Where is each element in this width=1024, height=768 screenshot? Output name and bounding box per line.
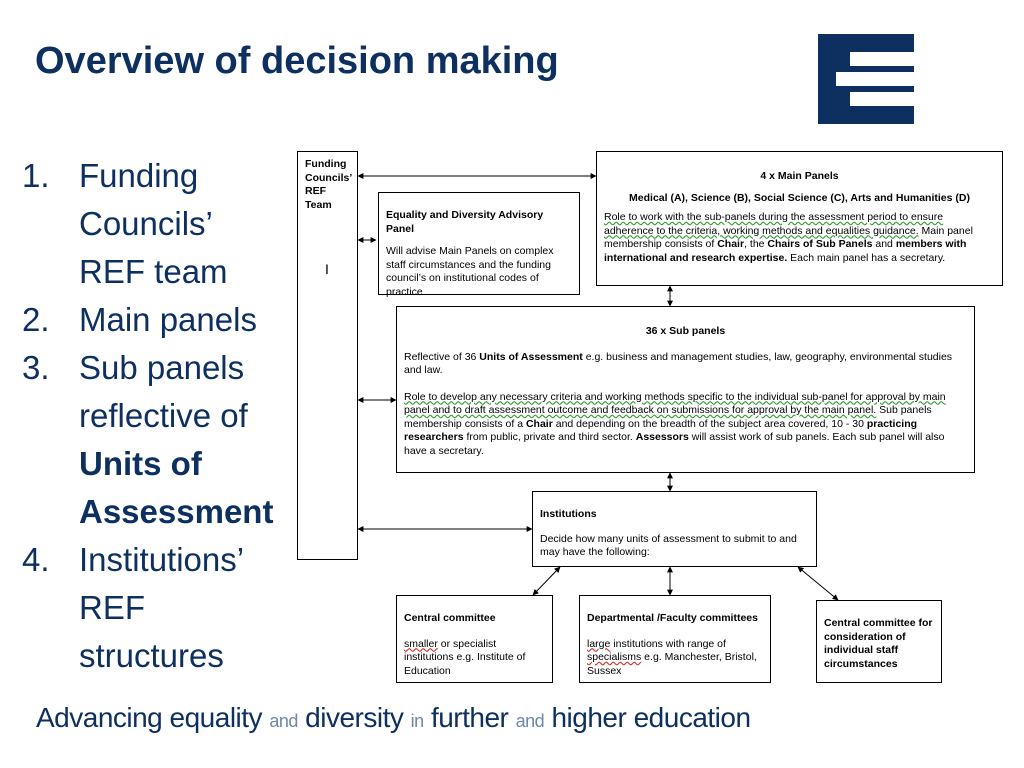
list-line: reflective of (79, 397, 248, 434)
dept-text-rest: e.g. Manchester, Bristol, Sussex (587, 651, 757, 677)
main-subtitle: Medical (A), Science (B), Social Science (C), Arts and Humanities (D) (629, 191, 970, 204)
list-line: Sub panels (79, 349, 245, 386)
sub-text-3b: Chair (525, 417, 553, 430)
list-line-bold: Assessment (79, 493, 274, 530)
list-line: Councils’ (79, 205, 213, 242)
dept-text-mid: institutions with range of (610, 637, 726, 650)
departmental-committees-box (579, 595, 771, 683)
eq-text: Will advise Main Panels on complex staff circumstances and the funding council’s on institutional codes of practice (386, 245, 554, 298)
sub-text-1a: Reflective of 36 (404, 350, 480, 363)
staff-circumstances-box (816, 600, 942, 683)
footer-small-word: and (515, 711, 545, 731)
eq-title: Equality and Diversity Advisory Panel (386, 209, 544, 235)
fc-line: REF (305, 185, 326, 197)
sub-panels-box (396, 306, 975, 473)
main-role: Role to work with the sub-panels during the assessment period to ensure adherence to the criteria, working methods and equalities guidance. (604, 211, 944, 237)
main-text-d: Chairs of Sub Panels (767, 238, 873, 250)
list-number: 1. (22, 157, 50, 194)
sub-text-1 (404, 351, 967, 378)
arrow-inst-central (533, 567, 560, 595)
main-text-f: members with international and research expertise. (604, 238, 967, 264)
central-text (404, 638, 545, 679)
dept-text-w1: large (587, 637, 611, 650)
sub-text-1c: e.g. business and management studies, law, geography, environmental studies and law. (404, 350, 953, 376)
sub-title: 36 x Sub panels (645, 325, 726, 337)
main-text-g: Each main panel has a secretary. (787, 251, 946, 264)
sub-role: Role to develop any necessary criteria and working methods specific to the individual sub-panel for approval by main panel and to draft assessment outcome and feedback on submissions for approval by the main panel. (404, 390, 946, 416)
inst-title: Institutions (540, 508, 597, 520)
list-line: REF team (79, 253, 228, 290)
footer-word: higher education (551, 702, 751, 733)
sub-text-1b: Units of Assessment (479, 350, 583, 363)
arrow-inst-staff (798, 567, 838, 600)
list-line: Funding (79, 157, 199, 194)
main-text-e: and (872, 238, 896, 250)
list-line: structures (79, 637, 224, 674)
funding-councils-box (297, 151, 358, 560)
inst-text: Decide how many units of assessment to submit to and may have the following: (540, 532, 797, 558)
page-title: Overview of decision making (35, 40, 559, 82)
central-title: Central committee (404, 612, 496, 624)
fc-line: Councils’ (305, 171, 353, 184)
list-number: 4. (22, 541, 50, 578)
footer-word: further (430, 702, 509, 733)
footer-small-word: and (269, 711, 298, 731)
sub-text-3c: and depending on the breadth of the subject area covered, 10 - 30 (552, 417, 867, 430)
institutions-box (532, 491, 817, 567)
sub-text-2 (404, 391, 967, 459)
fc-line: Team (305, 198, 332, 211)
list-line-bold: Units of (79, 445, 202, 482)
list-line: Institutions’ (79, 541, 245, 578)
main-text (604, 211, 995, 265)
sub-text-3e: from public, private and third sector. (463, 431, 636, 443)
central-text-w1: smaller (404, 637, 438, 650)
list-number: 3. (22, 349, 50, 386)
central-text-rest: or specialist institutions e.g. Institute of Education (404, 637, 526, 677)
sub-text-3a: Sub panels membership consists of a (404, 404, 932, 430)
sub-text-3g: will assist work of sub panels. Each sub panel will also have a secretary. (404, 431, 945, 457)
main-panels-box (596, 151, 1003, 286)
footer-word: Advancing equality (36, 702, 263, 733)
staff-title: Central committee for consideration of individual staff circumstances (824, 617, 933, 670)
fc-line: Funding (305, 158, 347, 170)
central-committee-box (396, 595, 553, 683)
list-line: REF (79, 589, 145, 626)
dept-title: Departmental /Faculty committees (587, 612, 758, 624)
footer-tagline (36, 702, 751, 734)
dept-text-w2: specialisms (587, 651, 642, 663)
footer-word: diversity (305, 702, 404, 733)
main-text-b: Chair (717, 238, 745, 250)
equality-panel-box (378, 192, 580, 298)
footer-small-word: in (410, 711, 424, 731)
text-cursor: I (325, 261, 329, 277)
main-text-a: Main panel membership consists of (604, 224, 973, 250)
main-title: 4 x Main Panels (760, 170, 839, 182)
sub-text-3f: Assessors (635, 431, 689, 443)
list-line: Main panels (79, 301, 257, 338)
main-text-c: , the (744, 238, 768, 250)
dept-text (587, 638, 763, 679)
list-number: 2. (22, 301, 50, 338)
sub-text-3d: practicing researchers (404, 417, 918, 443)
